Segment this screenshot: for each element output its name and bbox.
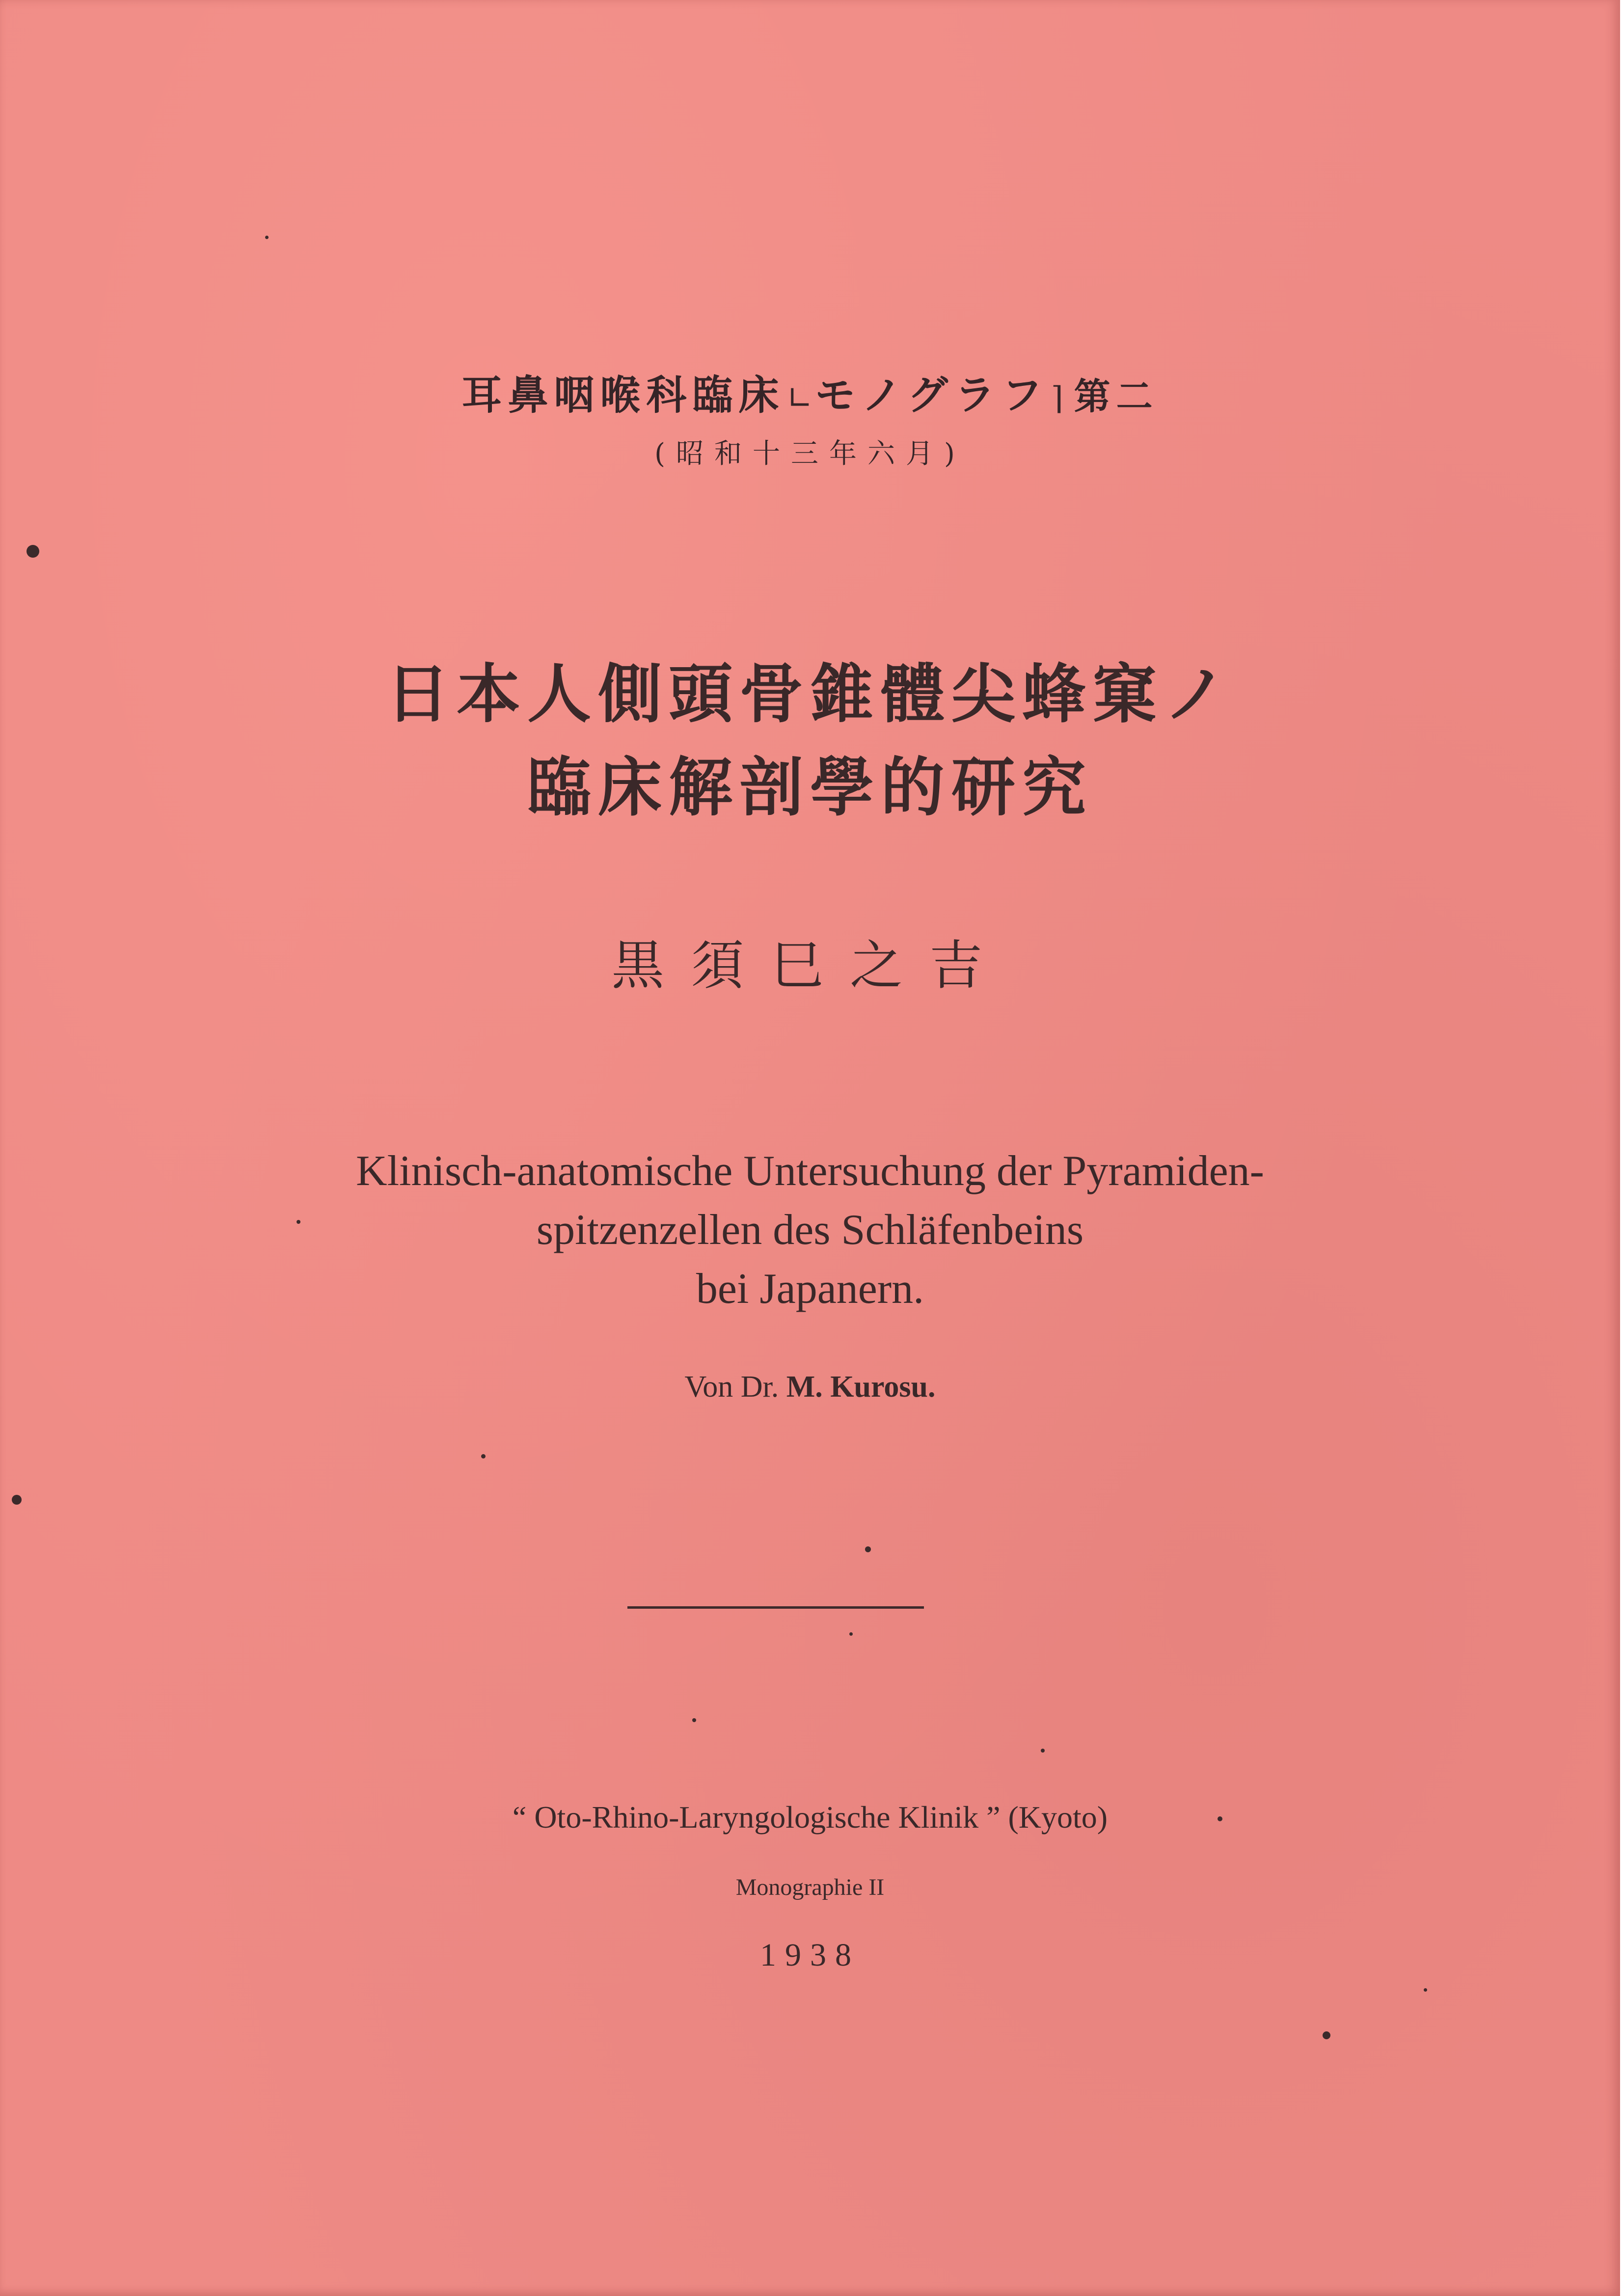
paper-speck [1218,1816,1222,1821]
publisher-name: “ Oto-Rhino-Laryngologische Klinik ” (Kyoto) [512,1800,1108,1835]
german-title-line-1: Klinisch-anatomische Untersuchung der Pyramiden- [356,1147,1264,1195]
paper-speck [1323,2031,1330,2039]
paper-speck [692,1718,696,1722]
series-subtitle: モノグラフ [814,372,1049,419]
german-author [0,1370,1620,1405]
series-volume: 第二 [1074,376,1159,418]
publication-date-japanese: (昭和十三年六月) [654,438,966,470]
paper-speck [481,1454,486,1459]
paper-speck [1041,1749,1045,1753]
paper-speck [1424,1988,1427,1992]
paper-speck [865,1546,871,1552]
paper-speck [27,545,39,558]
paper-speck [12,1495,22,1505]
series-name: 耳鼻咽喉科臨床 [461,372,785,419]
japanese-author: 黒須巳之吉 [611,935,1009,997]
divider-rule [627,1606,924,1609]
monograph-number: Monographie II [735,1874,885,1900]
german-author-name: M. Kurosu. [786,1370,936,1404]
publication-year: 1938 [760,1937,860,1973]
german-title-line-2: spitzenzellen des Schläfenbeins [536,1206,1084,1254]
japanese-title-line-2: 臨床解剖學的研究 [527,750,1093,825]
japanese-title-line-1: 日本人側頭骨錐體尖蜂窠ノ [385,656,1234,731]
paper-speck [265,236,269,239]
german-author-prefix: Von Dr. [684,1370,786,1404]
german-title-line-3: bei Japanern. [696,1265,924,1313]
paper-speck [297,1220,300,1224]
paper-speck [849,1632,853,1636]
series-bracket-close: ⌉ [1051,380,1063,417]
series-title [0,363,1620,421]
series-bracket-open: ∟ [786,380,813,417]
